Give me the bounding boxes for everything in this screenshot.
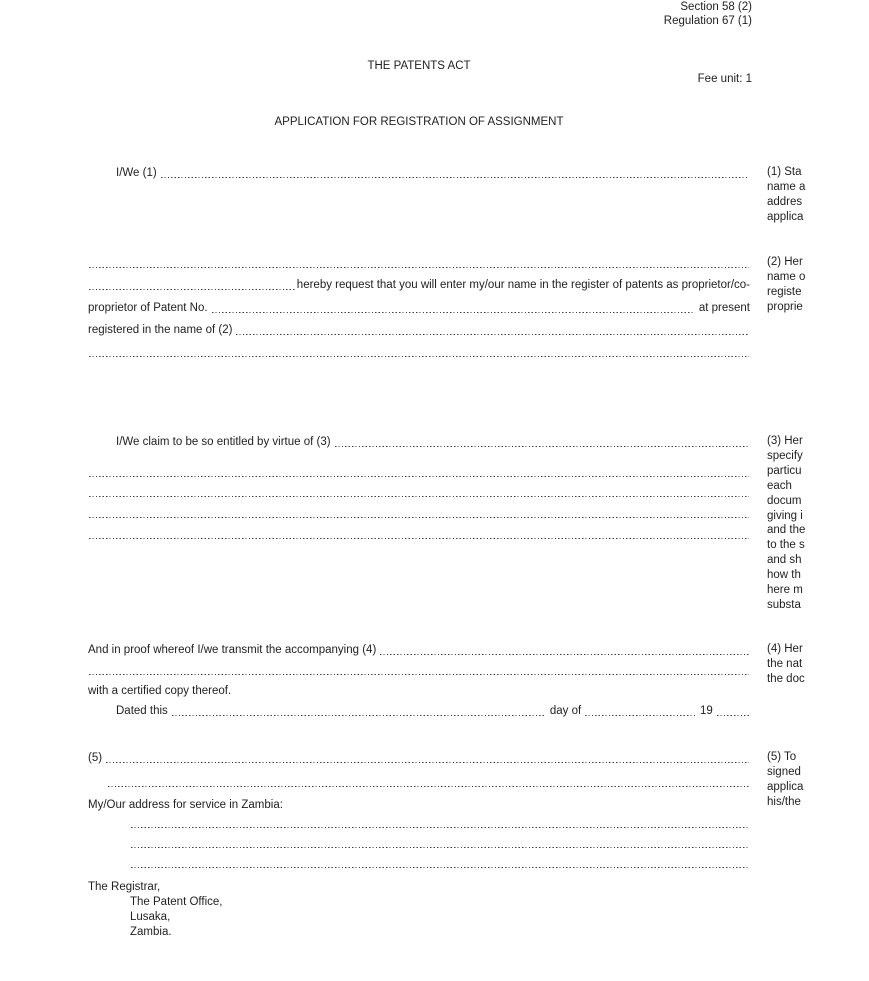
margin-note-line: (5) To: [767, 751, 797, 763]
margin-note-line: the doc: [767, 672, 805, 685]
claim-line: [116, 434, 750, 450]
claim-label: I/We claim to be so entitled by virtue of (3): [116, 436, 331, 448]
address-fill-row: [130, 855, 750, 871]
margin-note-line: substa: [767, 598, 801, 611]
signature-ref: (5): [88, 752, 103, 764]
margin-note-5: [767, 750, 869, 810]
margin-note-line: and sh: [767, 554, 802, 567]
applicant-label: I/We (1): [116, 167, 157, 179]
dotted-fill-line: [211, 300, 696, 316]
registrar-line: Zambia.: [130, 926, 172, 938]
margin-note-line: name o: [767, 270, 806, 283]
margin-note-line: (4) Her: [767, 643, 803, 655]
day-of-label: day of: [549, 705, 582, 717]
margin-note-line: addres: [767, 195, 803, 208]
margin-note-line: the nat: [767, 657, 803, 670]
margin-note-line: applica: [767, 780, 804, 793]
dotted-fill-line: [130, 835, 750, 851]
margin-note-line: giving i: [767, 509, 803, 522]
dotted-fill-row: [88, 464, 750, 480]
dotted-fill-row: [88, 662, 750, 678]
margin-note-line: to the s: [767, 539, 805, 552]
dotted-fill-line: [88, 505, 750, 521]
proof-label: And in proof whereof I/we transmit the accompanying (4): [88, 644, 377, 656]
dotted-fill-line: [130, 815, 750, 831]
margin-note-1: [767, 165, 869, 225]
dotted-fill-row: [88, 344, 750, 360]
registered-name-label: registered in the name of (2): [88, 324, 233, 336]
dated-line: [116, 703, 750, 719]
section-reference: Section 58 (2): [680, 1, 752, 13]
registered-name-line: [88, 322, 750, 338]
margin-note-line: (1) Sta: [767, 166, 802, 178]
act-title: THE PATENTS ACT: [367, 60, 471, 72]
margin-note-line: signed: [767, 765, 801, 778]
margin-note-line: (2) Her: [767, 256, 803, 268]
dotted-fill-line: [235, 322, 750, 338]
dotted-fill-line: [105, 750, 750, 766]
year-prefix: 19: [700, 705, 713, 717]
dotted-fill-line: [88, 255, 750, 271]
dotted-fill-row: [107, 774, 750, 790]
dotted-fill-line: [88, 484, 750, 500]
legal-references: [664, 1, 752, 28]
dotted-fill-line: [88, 526, 750, 542]
regulation-reference: Regulation 67 (1): [663, 14, 752, 27]
request-line: [88, 277, 750, 293]
proof-line: [88, 642, 750, 658]
dotted-fill-line: [130, 855, 750, 871]
dotted-fill-row: [88, 526, 750, 542]
dotted-fill-line: [88, 662, 750, 678]
margin-note-line: specify: [767, 449, 803, 462]
margin-note-line: name a: [767, 180, 806, 193]
dotted-fill-line: [716, 703, 750, 719]
address-service-label: My/Our address for service in Zambia:: [88, 799, 283, 811]
dotted-fill-row: [88, 484, 750, 500]
certified-copy-text: with a certified copy thereof.: [88, 685, 232, 697]
dotted-fill-line: [584, 703, 697, 719]
address-fill-row: [130, 835, 750, 851]
dotted-fill-line: [107, 774, 750, 790]
patent-number-line: [88, 300, 750, 316]
dotted-fill-line: [171, 703, 547, 719]
dotted-fill-row: [88, 255, 750, 271]
margin-note-line: registe: [767, 285, 802, 298]
margin-note-line: applica: [767, 210, 804, 223]
margin-note-line: (3) Her: [767, 435, 803, 447]
dotted-fill-line: [334, 434, 750, 450]
registrar-line: Lusaka,: [130, 911, 171, 923]
margin-note-line: his/the: [767, 795, 801, 808]
dotted-fill-row: [88, 505, 750, 521]
applicant-name-line: [116, 165, 750, 181]
margin-note-3: [767, 434, 869, 613]
patent-number-label: proprietor of Patent No.: [88, 302, 208, 314]
registrar-line: The Patent Office,: [130, 896, 223, 908]
address-fill-row: [130, 815, 750, 831]
margin-note-2: [767, 255, 869, 315]
signature-line: [88, 750, 750, 766]
request-text: hereby request that you will enter my/our name in the register of patents as proprietor/co-: [296, 279, 750, 291]
margin-note-line: docum: [767, 494, 802, 507]
form-title: APPLICATION FOR REGISTRATION OF ASSIGNMENT: [274, 116, 564, 128]
registrar-line: The Registrar,: [88, 881, 161, 893]
fee-unit: Fee unit: 1: [697, 73, 752, 85]
margin-note-line: particu: [767, 464, 802, 477]
margin-note-line: here m: [767, 584, 803, 597]
margin-note-line: proprie: [767, 300, 803, 313]
dotted-fill-line: [88, 344, 750, 360]
dated-this-label: Dated this: [116, 705, 168, 717]
at-present-label: at present: [698, 302, 750, 314]
dotted-fill-line: [88, 277, 297, 293]
margin-note-4: [767, 642, 869, 687]
dotted-fill-line: [379, 642, 750, 658]
dotted-fill-line: [160, 165, 750, 181]
margin-note-line: how th: [767, 569, 801, 582]
dotted-fill-line: [88, 464, 750, 480]
margin-note-line: each: [767, 479, 792, 492]
margin-note-line: and the: [767, 524, 806, 537]
